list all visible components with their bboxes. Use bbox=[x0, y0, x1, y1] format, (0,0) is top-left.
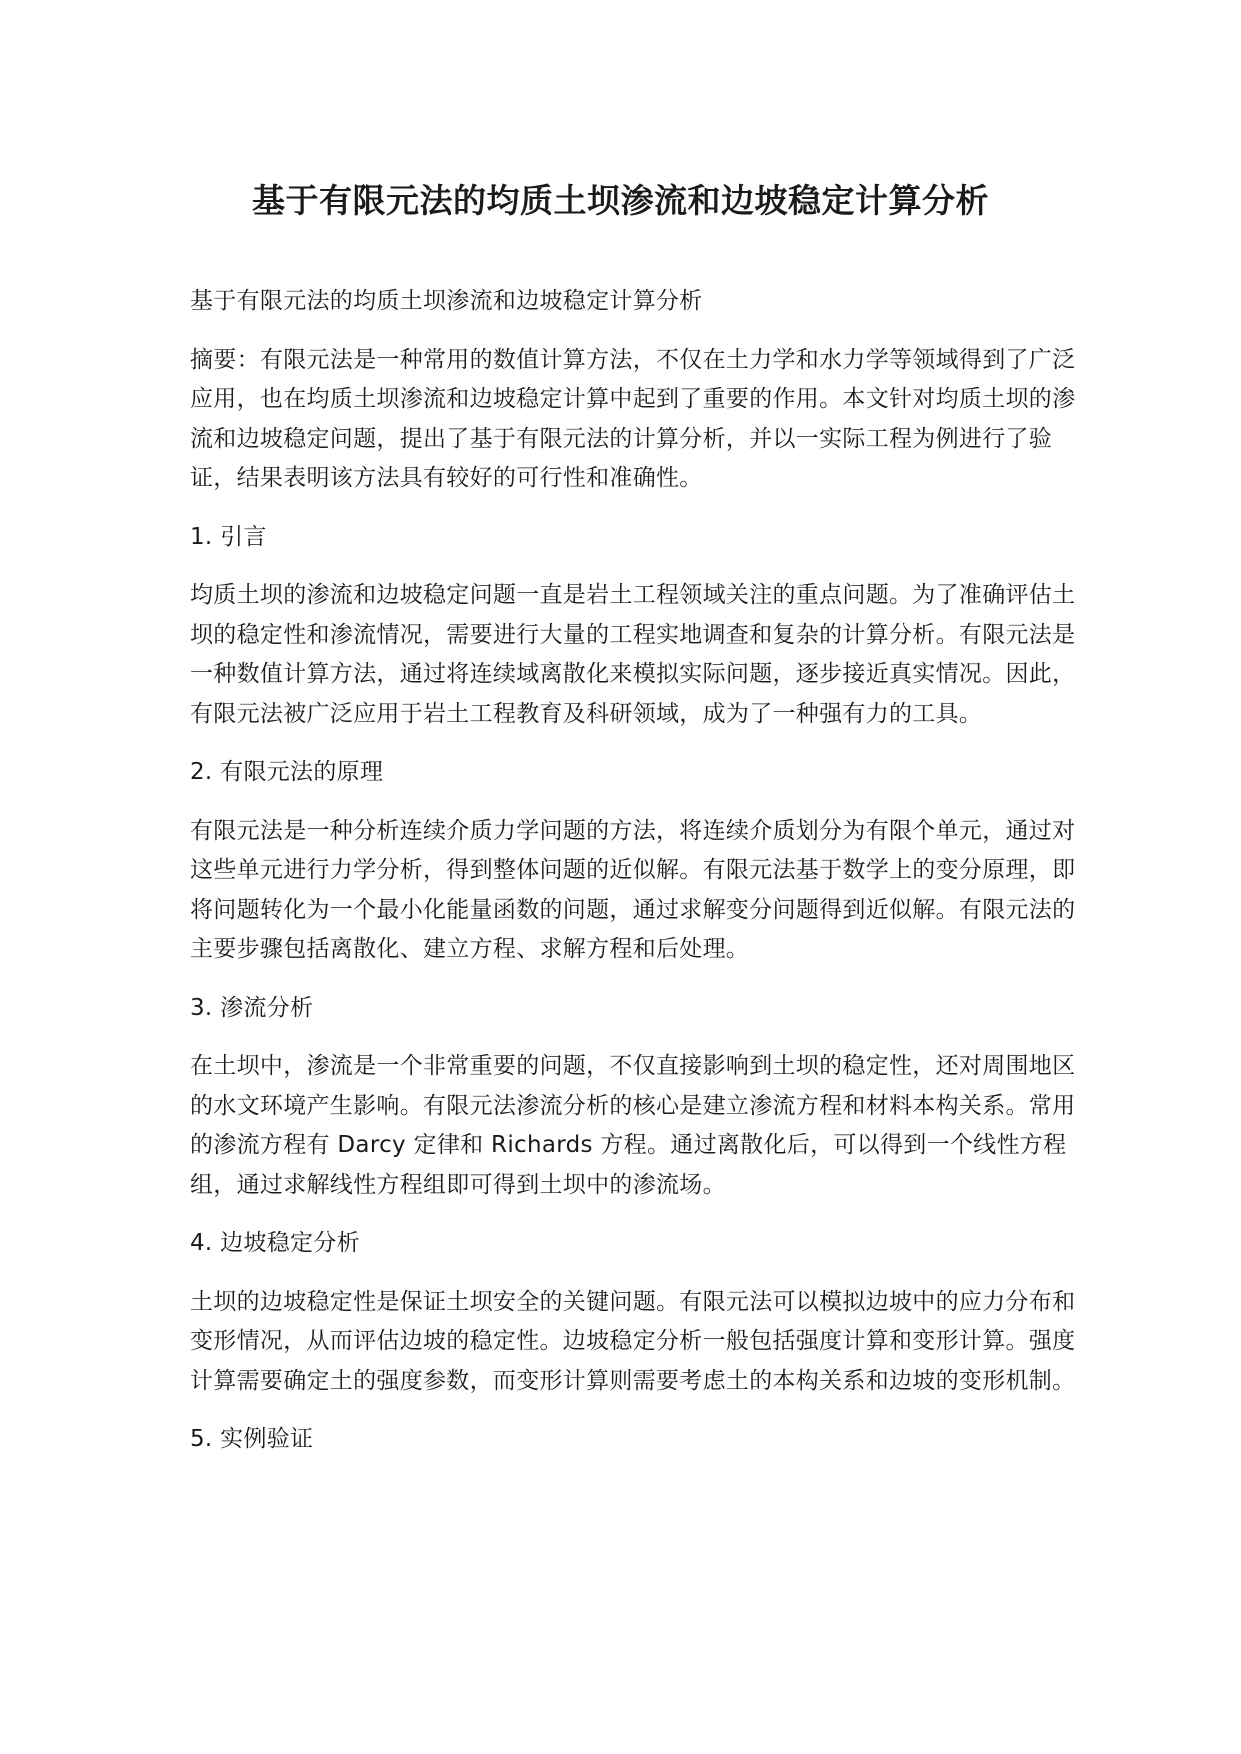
section-heading-case-verification: 5. 实例验证 bbox=[190, 1426, 314, 1452]
section-heading-introduction: 1. 引言 bbox=[190, 523, 267, 550]
document-subtitle: 基于有限元法的均质土坝渗流和边坡稳定计算分析 bbox=[190, 288, 703, 314]
document-title: 基于有限元法的均质土坝渗流和边坡稳定计算分析 bbox=[252, 181, 989, 220]
section-heading-slope-stability: 4. 边坡稳定分析 bbox=[190, 1230, 360, 1256]
document-body bbox=[190, 282, 1090, 1479]
section-body-seepage-analysis: 在土坝中，渗流是一个非常重要的问题，不仅直接影响到土坝的稳定性，还对周围地区的水文环境产生影响。有限元法渗流分析的核心是建立渗流方程和材料本构关系。常用的渗流方程有 Darcy 定律和 Richards 方程。通过离散化后，可以得到一个线性方程组，通过求解线性方程组即可得到土坝中的渗流场。 bbox=[190, 1053, 1076, 1198]
section-body-fem-principle: 有限元法是一种分析连续介质力学问题的方法，将连续介质划分为有限个单元，通过对这些单元进行力学分析，得到整体问题的近似解。有限元法基于数学上的变分原理，即将问题转化为一个最小化能量函数的问题，通过求解变分问题得到近似解。有限元法的主要步骤包括离散化、建立方程、求解方程和后处理。 bbox=[190, 817, 1076, 962]
abstract-paragraph: 摘要：有限元法是一种常用的数值计算方法，不仅在土力学和水力学等领域得到了广泛应用，也在均质土坝渗流和边坡稳定计算中起到了重要的作用。本文针对均质土坝的渗流和边坡稳定问题，提出了基于有限元法的计算分析，并以一实际工程为例进行了验证，结果表明该方法具有较好的可行性和准确性。 bbox=[190, 346, 1076, 491]
section-heading-seepage-analysis: 3. 渗流分析 bbox=[190, 994, 314, 1021]
section-heading-fem-principle: 2. 有限元法的原理 bbox=[190, 759, 384, 785]
section-body-slope-stability: 土坝的边坡稳定性是保证土坝安全的关键问题。有限元法可以模拟边坡中的应力分布和变形情况，从而评估边坡的稳定性。边坡稳定分析一般包括强度计算和变形计算。强度计算需要确定土的强度参数，而变形计算则需要考虑土的本构关系和边坡的变形机制。 bbox=[190, 1288, 1076, 1394]
section-body-introduction: 均质土坝的渗流和边坡稳定问题一直是岩土工程领域关注的重点问题。为了准确评估土坝的稳定性和渗流情况，需要进行大量的工程实地调查和复杂的计算分析。有限元法是一种数值计算方法，通过将连续域离散化来模拟实际问题，逐步接近真实情况。因此，有限元法被广泛应用于岩土工程教育及科研领域，成为了一种强有力的工具。 bbox=[190, 582, 1076, 727]
